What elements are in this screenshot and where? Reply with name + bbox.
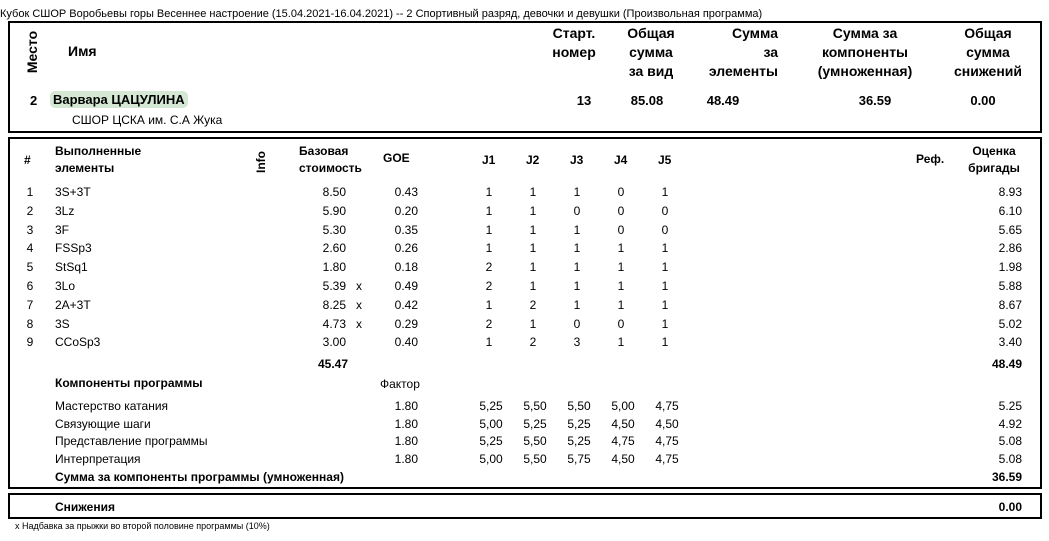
element-judge-4-score: 1: [617, 260, 625, 275]
component-judge-1-score: 5,00: [479, 416, 503, 431]
element-code: 2A+3T: [55, 297, 91, 312]
element-panel-score: 5.02: [998, 316, 1022, 331]
components-sum-label: Сумма за компоненты программы (умноженная): [55, 470, 344, 484]
name-header: Имя: [68, 43, 97, 59]
component-judge-4-score: 5,00: [611, 399, 635, 413]
component-judge-5-score: 4,75: [655, 451, 679, 466]
element-judge-1-score: 1: [485, 203, 493, 218]
element-num: 3: [26, 222, 34, 237]
element-judge-5-score: 1: [661, 335, 669, 350]
element-judge-4-score: 0: [617, 316, 625, 331]
element-goe: 0.20: [394, 203, 418, 218]
judge-5-header: J5: [658, 153, 672, 167]
start-number-header: Старт. номер: [552, 25, 596, 60]
element-goe: 0.49: [394, 279, 418, 293]
element-judge-3-score: 3: [573, 335, 581, 350]
component-panel-score: 4.92: [998, 416, 1022, 431]
element-judge-5-score: 1: [661, 260, 669, 275]
element-code: 3Lo: [55, 279, 76, 293]
factor-header: Фактор: [380, 377, 420, 391]
base-value-total: 45.47: [318, 357, 349, 371]
element-judge-5-score: 1: [661, 241, 669, 256]
element-judge-3-score: 1: [573, 279, 581, 293]
element-judge-3-score: 1: [573, 241, 581, 256]
component-judge-5-score: 4,50: [655, 416, 679, 431]
element-judge-1-score: 1: [485, 335, 493, 350]
deductions-total-header: Общая сумма снижений: [953, 25, 1023, 79]
panel-score-header: Оценка бригады: [968, 144, 1020, 175]
element-judge-4-score: 1: [617, 279, 625, 293]
element-goe: 0.35: [394, 222, 418, 237]
deductions-label: Снижения: [55, 500, 115, 514]
element-judge-5-score: 0: [661, 203, 669, 218]
element-code: CCoSp3: [55, 335, 101, 350]
base-value-header: Базовая стоимость: [299, 144, 362, 175]
element-judge-1-score: 1: [485, 297, 493, 312]
element-judge-1-score: 1: [485, 185, 493, 199]
element-num: 9: [26, 335, 34, 350]
component-factor: 1.80: [394, 416, 418, 431]
event-title: Кубок СШОР Воробьевы горы Весеннее настроение (15.04.2021-16.04.2021) -- 2 Спортивный разряд, девочки и девушки (Произвольная программа): [0, 8, 763, 20]
element-base-value: 3.00: [322, 335, 346, 350]
element-judge-1-score: 1: [485, 241, 493, 256]
element-panel-score: 2.86: [998, 241, 1022, 256]
element-judge-3-score: 0: [573, 203, 581, 218]
component-factor: 1.80: [394, 399, 418, 413]
component-judge-4-score: 4,50: [611, 416, 635, 431]
element-judge-2-score: 1: [529, 222, 537, 237]
elements-score-value: 48.49: [706, 93, 740, 108]
element-judge-5-score: 1: [661, 279, 669, 293]
component-factor: 1.80: [394, 451, 418, 466]
component-judge-3-score: 5,25: [567, 434, 591, 449]
component-judge-2-score: 5,50: [523, 451, 547, 466]
skater-name: Варвара ЦАЦУЛИНА: [50, 92, 188, 107]
element-judge-5-score: 1: [661, 297, 669, 312]
component-panel-score: 5.08: [998, 434, 1022, 449]
element-base-value: 5.39: [322, 279, 346, 293]
element-code: 3Lz: [55, 203, 75, 218]
element-judge-1-score: 2: [485, 279, 493, 293]
component-factor: 1.80: [394, 434, 418, 449]
element-judge-2-score: 1: [529, 316, 537, 331]
element-goe: 0.43: [394, 185, 418, 199]
judge-3-header: J3: [570, 153, 584, 167]
panel-score-total: 48.49: [991, 357, 1022, 371]
component-panel-score: 5.25: [998, 399, 1022, 413]
judge-2-header: J2: [526, 153, 540, 167]
element-judge-4-score: 1: [617, 335, 625, 350]
place-header: Место: [24, 30, 40, 74]
element-num: 4: [26, 241, 34, 256]
referee-header: Реф.: [916, 152, 945, 166]
component-judge-5-score: 4,75: [655, 399, 679, 413]
element-judge-1-score: 2: [485, 260, 493, 275]
deductions-panel: [8, 493, 1042, 519]
element-base-value: 5.30: [322, 222, 346, 237]
element-panel-score: 8.67: [998, 297, 1022, 312]
element-judge-2-score: 2: [529, 335, 537, 350]
component-judge-3-score: 5,25: [567, 416, 591, 431]
components-sum-value: 36.59: [991, 470, 1022, 484]
element-panel-score: 8.93: [998, 185, 1022, 199]
element-code: 3S: [55, 316, 70, 331]
element-panel-score: 6.10: [998, 203, 1022, 218]
components-score-header: Сумма за компоненты (умноженная): [817, 25, 913, 79]
deductions-value: 0.00: [998, 500, 1022, 514]
judge-4-header: J4: [614, 153, 628, 167]
element-goe: 0.18: [394, 260, 418, 275]
component-judge-2-score: 5,50: [523, 434, 547, 449]
element-panel-score: 5.88: [998, 279, 1022, 293]
element-judge-3-score: 0: [573, 316, 581, 331]
element-code: 3S+3T: [55, 185, 91, 199]
component-judge-1-score: 5,00: [479, 451, 503, 466]
element-code: 3F: [55, 222, 70, 237]
components-score-value: 36.59: [858, 93, 892, 108]
element-judge-2-score: 2: [529, 297, 537, 312]
component-judge-5-score: 4,75: [655, 434, 679, 449]
element-judge-3-score: 1: [573, 185, 581, 199]
element-judge-1-score: 2: [485, 316, 493, 331]
deductions-total-value: 0.00: [970, 93, 996, 108]
element-goe: 0.42: [394, 297, 418, 312]
element-judge-2-score: 1: [529, 203, 537, 218]
component-judge-1-score: 5,25: [479, 399, 503, 413]
component-judge-2-score: 5,25: [523, 416, 547, 431]
start-number-value: 13: [576, 93, 592, 108]
component-judge-1-score: 5,25: [479, 434, 503, 449]
element-judge-5-score: 0: [661, 222, 669, 237]
element-judge-4-score: 0: [617, 222, 625, 237]
component-judge-4-score: 4,75: [611, 434, 635, 449]
element-num: 7: [26, 297, 34, 312]
element-judge-3-score: 1: [573, 297, 581, 312]
judge-1-header: J1: [482, 153, 496, 167]
element-judge-4-score: 0: [617, 185, 625, 199]
element-goe: 0.29: [394, 316, 418, 331]
component-judge-4-score: 4,50: [611, 451, 635, 466]
footnote: x Надбавка за прыжки во второй половине программы (10%): [15, 521, 270, 531]
element-code: StSq1: [55, 260, 88, 275]
element-judge-4-score: 1: [617, 241, 625, 256]
element-panel-score: 1.98: [998, 260, 1022, 275]
skater-club: СШОР ЦСКА им. С.А Жука: [72, 113, 223, 127]
element-base-value: 2.60: [322, 241, 346, 256]
component-judge-3-score: 5,75: [567, 451, 591, 466]
element-judge-3-score: 1: [573, 222, 581, 237]
element-judge-2-score: 1: [529, 241, 537, 256]
component-name: Представление программы: [55, 434, 208, 449]
element-header: Выполненные элементы: [55, 144, 142, 175]
components-title: Компоненты программы: [55, 376, 203, 390]
element-code: FSSp3: [55, 241, 92, 256]
element-goe: 0.40: [394, 335, 418, 350]
component-panel-score: 5.08: [998, 451, 1022, 466]
element-goe: 0.26: [394, 241, 418, 256]
component-judge-2-score: 5,50: [523, 399, 547, 413]
element-judge-4-score: 0: [617, 203, 625, 218]
element-judge-2-score: 1: [529, 260, 537, 275]
num-header: #: [24, 153, 31, 167]
element-panel-score: 3.40: [998, 335, 1022, 350]
elements-score-header: Сумма за элементы: [708, 25, 778, 79]
total-score-value: 85.08: [630, 93, 664, 108]
component-name: Интерпретация: [55, 451, 141, 466]
element-judge-3-score: 1: [573, 260, 581, 275]
goe-header: GOE: [383, 151, 410, 165]
place-value: 2: [30, 93, 38, 108]
element-judge-2-score: 1: [529, 185, 537, 199]
element-num: 6: [26, 279, 34, 293]
info-header: Info: [254, 151, 268, 173]
total-score-header: Общая сумма за вид: [627, 25, 675, 79]
element-num: 5: [26, 260, 34, 275]
element-judge-1-score: 1: [485, 222, 493, 237]
element-judge-2-score: 1: [529, 279, 537, 293]
element-judge-5-score: 1: [661, 316, 669, 331]
late-bonus-mark: x: [356, 297, 362, 312]
element-base-value: 1.80: [322, 260, 346, 275]
element-num: 2: [26, 203, 34, 218]
component-judge-3-score: 5,50: [567, 399, 591, 413]
element-judge-4-score: 1: [617, 297, 625, 312]
late-bonus-mark: x: [356, 279, 362, 293]
element-num: 8: [26, 316, 34, 331]
element-num: 1: [26, 185, 34, 199]
element-base-value: 4.73: [322, 316, 346, 331]
element-base-value: 8.25: [322, 297, 346, 312]
element-base-value: 5.90: [322, 203, 346, 218]
element-judge-5-score: 1: [661, 185, 669, 199]
component-name: Мастерство катания: [55, 399, 169, 413]
component-name: Связующие шаги: [55, 416, 151, 431]
element-base-value: 8.50: [322, 185, 346, 199]
late-bonus-mark: x: [356, 316, 362, 331]
element-panel-score: 5.65: [998, 222, 1022, 237]
